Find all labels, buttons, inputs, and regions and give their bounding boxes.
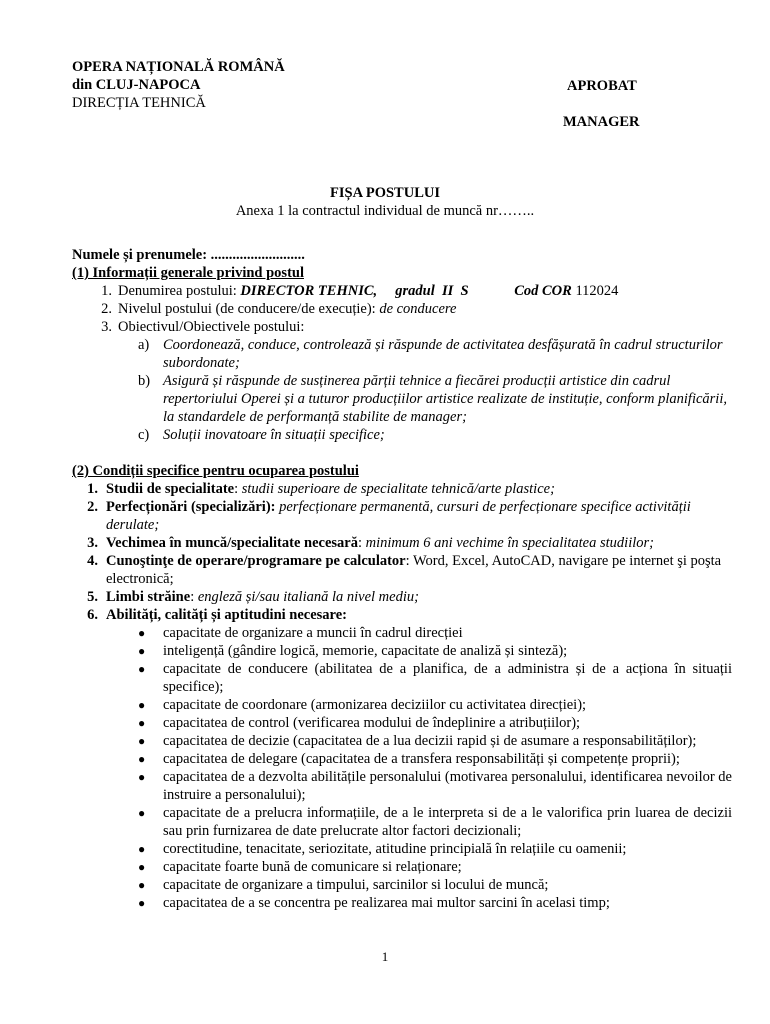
item-value: perfecționare permanentă, cursuri de perfecționare specifice activității derulate; xyxy=(106,499,691,533)
document-body xyxy=(72,246,732,912)
item-label: Studii de specialitate xyxy=(106,481,235,497)
item-value: Word, Excel, AutoCAD, navigare pe internet şi poşta electronică; xyxy=(106,553,722,587)
objective-letter: a) xyxy=(138,337,150,353)
list-item xyxy=(138,732,732,750)
ability-text: inteligență (gândire logică, memorie, capacitate de analiză și sinteză); xyxy=(163,643,568,659)
cod-cor-value: 112024 xyxy=(571,283,619,299)
bullet-icon: ● xyxy=(138,644,146,658)
item-number: 4. xyxy=(87,553,98,569)
job-title-value: DIRECTOR TEHNIC, gradul II S xyxy=(240,283,469,299)
item-label: Limbi străine xyxy=(106,589,191,605)
objective-item xyxy=(72,372,732,426)
item-label: Denumirea postului: xyxy=(118,283,241,299)
item-number: 3. xyxy=(101,319,112,335)
section-2-item xyxy=(72,588,732,606)
page-number: 1 xyxy=(381,949,389,964)
item-number: 5. xyxy=(87,589,98,605)
section-1-heading: (1) Informații generale privind postul xyxy=(72,265,304,281)
list-item xyxy=(138,642,732,660)
item-value: de conducere xyxy=(379,301,457,317)
ability-text: capacitate de organizare a timpului, sarcinilor si locului de muncă; xyxy=(163,877,549,893)
org-city: din CLUJ-NAPOCA xyxy=(72,77,201,93)
bullet-icon: ● xyxy=(138,752,146,766)
item-value: engleză și/sau italiană la nivel mediu; xyxy=(197,589,419,605)
list-item xyxy=(138,714,732,732)
ability-text: capacitatea de delegare (capacitatea de a transfera responsabilități și competențe proprii); xyxy=(163,751,680,767)
bullet-icon: ● xyxy=(138,698,146,712)
org-department: DIRECȚIA TEHNICĂ xyxy=(72,95,206,111)
ability-text: capacitate de a prelucra informațiile, de a le interpreta si de a le valorifica prin luarea de decizii sau prin furnizarea de date prelucrate altor factori decizionali; xyxy=(163,805,732,839)
document-title: FIȘA POSTULUI xyxy=(330,185,440,201)
separator: : xyxy=(190,589,198,605)
item-number: 1. xyxy=(101,283,112,299)
organization-header xyxy=(72,58,285,112)
org-name: OPERA NAȚIONALĂ ROMÂNĂ xyxy=(72,59,285,75)
section-2-item xyxy=(72,552,732,588)
bullet-icon: ● xyxy=(138,896,146,910)
list-item xyxy=(138,696,732,714)
item-label: Vechimea în muncă/specialitate necesară xyxy=(106,535,358,551)
abilities-list xyxy=(72,624,732,912)
objective-item xyxy=(72,426,732,444)
bullet-icon: ● xyxy=(138,662,146,676)
list-item xyxy=(138,840,732,858)
list-item xyxy=(138,804,732,840)
item-label: Perfecționări (specializări): xyxy=(106,499,276,515)
objective-letter: b) xyxy=(138,373,151,389)
list-item xyxy=(138,750,732,768)
list-item xyxy=(138,624,732,642)
list-item xyxy=(138,660,732,696)
bullet-icon: ● xyxy=(138,716,146,730)
ability-text: capacitatea de control (verificarea modului de îndeplinire a atribuțiilor); xyxy=(163,715,581,731)
item-value: studii superioare de specialitate tehnică/arte plastice; xyxy=(241,481,555,497)
item-number: 2. xyxy=(87,499,98,515)
bullet-icon: ● xyxy=(138,626,146,640)
list-item xyxy=(138,768,732,804)
bullet-icon: ● xyxy=(138,734,146,748)
manager-label: MANAGER xyxy=(563,114,640,130)
separator: : xyxy=(234,481,242,497)
ability-text: capacitate de organizare a muncii în cadrul direcției xyxy=(163,625,463,641)
section-1-item-3 xyxy=(72,318,732,336)
bullet-icon: ● xyxy=(138,860,146,874)
objective-letter: c) xyxy=(138,427,150,443)
item-label: Obiectivul/Obiectivele postului: xyxy=(118,319,305,335)
ability-text: capacitate de coordonare (armonizarea deciziilor cu activitatea direcției); xyxy=(163,697,587,713)
item-label: Abilități, calități și aptitudini necesare: xyxy=(106,607,347,623)
ability-text: capacitatea de decizie (capacitatea de a lua decizii rapid și de asumare a responsabilităților); xyxy=(163,733,697,749)
list-item xyxy=(138,858,732,876)
section-1-item-2 xyxy=(72,300,732,318)
cod-cor-label: Cod COR xyxy=(514,283,572,299)
item-label: Nivelul postului (de conducere/de execuție): xyxy=(118,301,380,317)
objective-text: Asigură și răspunde de susținerea părții tehnice a fiecărei producții artistice din cadrul repertoriului Operei și a tuturor producțiilor artistice realizate de instituție, conform planificării, la standardele de performanță stabilite de manager; xyxy=(163,373,727,425)
ability-text: capacitatea de a se concentra pe realizarea mai multor sarcini în acelasi timp; xyxy=(163,895,610,911)
item-number: 1. xyxy=(87,481,98,497)
objective-text: Soluții inovatoare în situații specifice; xyxy=(163,427,385,443)
ability-text: corectitudine, tenacitate, seriozitate, atitudine principială în relațiile cu oamenii; xyxy=(163,841,627,857)
objective-text: Coordonează, conduce, controlează și răspunde de activitatea desfășurată în cadrul structurilor subordonate; xyxy=(163,337,723,371)
bullet-icon: ● xyxy=(138,878,146,892)
item-label: Cunoştinţe de operare/programare pe calculator xyxy=(106,553,406,569)
separator: : xyxy=(405,553,414,569)
separator: : xyxy=(357,535,366,551)
section-2-heading: (2) Condiții specifice pentru ocuparea postului xyxy=(72,463,359,479)
name-field-label: Numele și prenumele: .......................... xyxy=(72,247,305,263)
section-2-item xyxy=(72,498,732,534)
approved-label: APROBAT xyxy=(567,78,637,94)
ability-text: capacitatea de a dezvolta abilitățile personalului (motivarea personalului, identificarea nevoilor de instruire a personalului); xyxy=(163,769,732,803)
item-value: minimum 6 ani vechime în specialitatea studiilor; xyxy=(365,535,654,551)
section-2-item xyxy=(72,606,732,624)
item-number: 6. xyxy=(87,607,98,623)
section-2-item xyxy=(72,480,732,498)
ability-text: capacitate foarte bună de comunicare si relaționare; xyxy=(163,859,462,875)
ability-text: capacitate de conducere (abilitatea de a planifica, de a administra și de a acționa în situații specifice); xyxy=(163,661,732,695)
bullet-icon: ● xyxy=(138,806,146,820)
document-subtitle: Anexa 1 la contractul individual de muncă nr…….. xyxy=(235,203,535,219)
section-2-item xyxy=(72,534,732,552)
bullet-icon: ● xyxy=(138,770,146,784)
list-item xyxy=(138,894,732,912)
bullet-icon: ● xyxy=(138,842,146,856)
item-number: 2. xyxy=(101,301,112,317)
objective-item xyxy=(72,336,732,372)
section-1-item-1 xyxy=(72,282,732,300)
list-item xyxy=(138,876,732,894)
item-number: 3. xyxy=(87,535,98,551)
